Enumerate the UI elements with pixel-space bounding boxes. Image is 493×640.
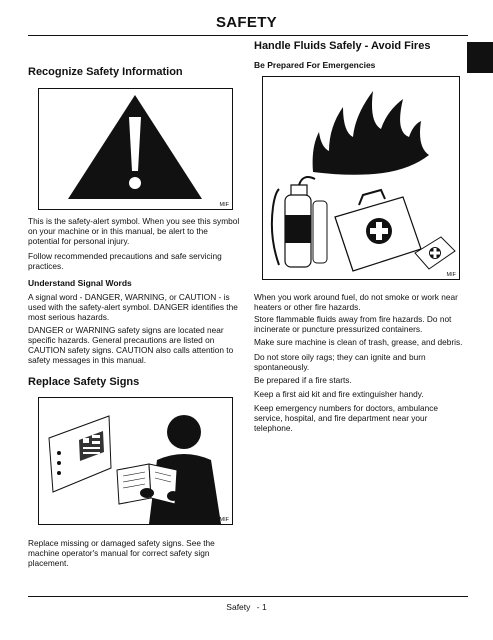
precautions-paragraph: Follow recommended precautions and safe servicing practices. (28, 251, 222, 271)
safety-alert-icon (39, 89, 232, 209)
danger-warning-paragraph: DANGER or WARNING safety signs are located near specific hazards. General precautions are listed on CAUTION safety signs. CAUTION also calls attention to safety messages in this manual. (28, 325, 234, 365)
fire-starts-paragraph: Be prepared if a fire starts. (254, 375, 352, 385)
figure-label: MIF (446, 272, 456, 278)
footer-rule (28, 596, 468, 597)
recognize-safety-heading: Recognize Safety Information (28, 66, 183, 78)
first-aid-paragraph: Keep a first aid kit and fire extinguisher handy. (254, 389, 424, 399)
operator-reading-manual-illustration (39, 398, 232, 524)
page-footer (0, 602, 493, 612)
oily-rags-paragraph: Do not store oily rags; they can ignite and burn spontaneously. (254, 352, 426, 372)
emergency-numbers-paragraph: Keep emergency numbers for doctors, ambulance service, hospital, and fire department near your telephone. (254, 403, 439, 433)
signal-word-paragraph: A signal word - DANGER, WARNING, or CAUTION - is used with the safety-alert symbol. DANGER identifies the most serious hazards. (28, 292, 238, 322)
safety-alert-figure (38, 88, 233, 210)
replace-signs-paragraph: Replace missing or damaged safety signs. See the machine operator's manual for correct safety sign placement. (28, 538, 215, 568)
figure-label: MIF (219, 517, 229, 523)
figure-label: MIF (219, 202, 229, 208)
fire-extinguisher-first-aid-illustration (263, 77, 459, 279)
fuel-paragraph: When you work around fuel, do not smoke or work near heaters or other fire hazards. (254, 292, 458, 312)
flammable-fluids-paragraph: Store flammable fluids away from fire hazards. Do not incinerate or puncture pressurized containers. (254, 314, 452, 334)
header-rule (28, 35, 468, 36)
clean-machine-paragraph: Make sure machine is clean of trash, grease, and debris. (254, 337, 463, 347)
fire-emergency-figure (262, 76, 460, 280)
footer-section-name: Safety (226, 602, 251, 612)
safety-alert-paragraph: This is the safety-alert symbol. When you see this symbol on your machine or in this manual, be alert to the potential for personal injury. (28, 216, 240, 246)
page-title: SAFETY (216, 14, 277, 31)
replace-signs-figure (38, 397, 233, 525)
emergencies-subheading: Be Prepared For Emergencies (254, 60, 376, 70)
footer-page-number: - 1 (256, 602, 267, 612)
section-thumb-tab (467, 42, 493, 73)
replace-signs-heading: Replace Safety Signs (28, 376, 140, 388)
handle-fluids-heading: Handle Fluids Safely - Avoid Fires (254, 40, 431, 52)
signal-words-subheading: Understand Signal Words (28, 278, 132, 288)
